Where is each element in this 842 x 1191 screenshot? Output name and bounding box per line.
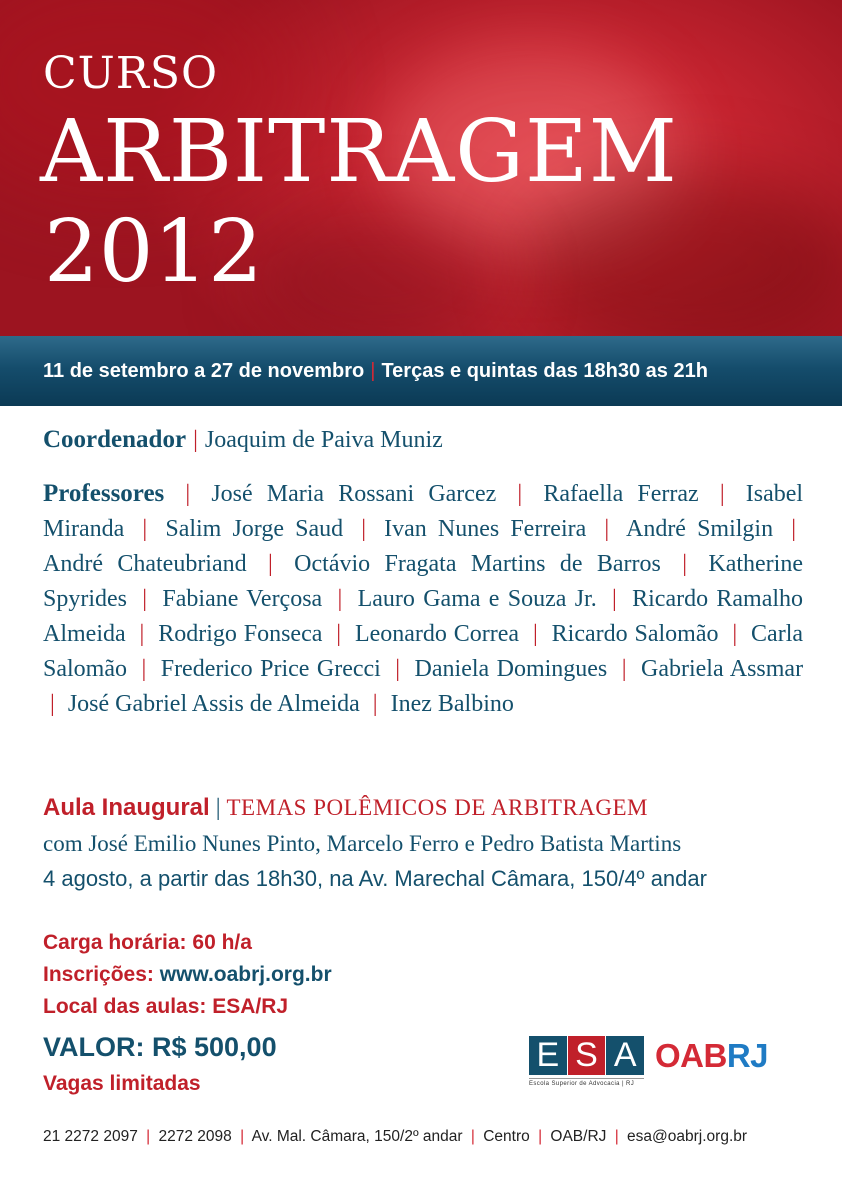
schedule-text	[43, 360, 708, 383]
separator-bar: |	[604, 516, 610, 542]
rj-logo-text: RJ	[726, 1037, 769, 1074]
course-info	[43, 927, 332, 1099]
separator-bar: |	[361, 516, 367, 542]
professor-name: Octávio Fragata Martins de Barros	[294, 551, 661, 577]
separator-bar: |	[50, 691, 55, 717]
footer-separator: |	[470, 1128, 475, 1145]
band-separator: |	[370, 359, 376, 382]
separator-bar: |	[612, 586, 617, 612]
separator-bar: |	[395, 656, 401, 682]
separator-bar: |	[372, 691, 378, 717]
professor-name: Ricardo Ramalho Almeida	[43, 586, 804, 647]
coordinator-name: Joaquim de Paiva Muniz	[204, 427, 443, 453]
professor-name: Gabriela Assmar	[641, 656, 804, 682]
esa-letter-s: S	[568, 1036, 606, 1075]
registration-link[interactable]: www.oabrj.org.br	[159, 963, 332, 986]
footer-separator: |	[240, 1128, 245, 1145]
separator-bar: |	[142, 516, 148, 542]
footer-item: Centro	[483, 1128, 530, 1145]
registration-label: Inscrições:	[43, 963, 154, 986]
course-year: 2012	[44, 202, 263, 302]
footer-separator: |	[146, 1128, 151, 1145]
footer-item: 21 2272 2097	[43, 1128, 138, 1145]
separator-bar: |	[682, 551, 688, 577]
seats-note: Vagas limitadas	[43, 1072, 201, 1095]
professor-name: Rafaella Ferraz	[543, 481, 699, 507]
separator-bar: |	[185, 481, 191, 507]
separator-bar: |	[193, 427, 198, 453]
hero-banner	[0, 0, 842, 336]
professor-name: Carla Salomão	[43, 621, 804, 682]
contact-footer	[43, 1128, 747, 1146]
esa-letter-a: A	[606, 1036, 644, 1075]
inaugural-heading	[43, 790, 813, 826]
location-value: ESA/RJ	[212, 995, 289, 1018]
separator-bar: |	[621, 656, 627, 682]
professor-name: José Maria Rossani Garcez	[211, 481, 497, 507]
professor-name: José Gabriel Assis de Almeida	[67, 691, 360, 717]
professor-name: Salim Jorge Saud	[165, 516, 344, 542]
inaugural-section	[43, 790, 813, 897]
workload-value: 60 h/a	[192, 931, 252, 954]
professor-name: André Chateubriand	[43, 551, 247, 577]
coordinator-line	[43, 422, 803, 458]
professors-list	[43, 476, 803, 722]
professor-name: André Smilgin	[625, 516, 774, 542]
footer-separator: |	[538, 1128, 543, 1145]
price: VALOR: R$ 500,00	[43, 1032, 277, 1062]
workload-row	[43, 927, 332, 959]
course-schedule: Terças e quintas das 18h30 as 21h	[381, 359, 708, 382]
professor-name: Fabiane Verçosa	[162, 586, 323, 612]
separator-bar: |	[141, 656, 147, 682]
footer-item: OAB/RJ	[550, 1128, 607, 1145]
professor-name: Rodrigo Fonseca	[158, 621, 323, 647]
separator-bar: |	[139, 621, 145, 647]
professor-name: Katherine Spyrides	[43, 551, 803, 612]
professor-name: Frederico Price Grecci	[160, 656, 381, 682]
professor-name: Ivan Nunes Ferreira	[384, 516, 587, 542]
inaugural-when: 4 agosto, a partir das 18h30, na Av. Marechal Câmara, 150/4º andar	[43, 866, 707, 891]
inaugural-theme: TEMAS POLÊMICOS DE ARBITRAGEM	[226, 795, 649, 820]
footer-separator: |	[614, 1128, 619, 1145]
separator-bar: |	[142, 586, 148, 612]
esa-letter-e: E	[529, 1036, 567, 1075]
workload-label: Carga horária:	[43, 931, 187, 954]
professors-label: Professores	[43, 480, 165, 507]
esa-logo	[529, 1036, 644, 1087]
professor-name: Inez Balbino	[390, 691, 514, 717]
footer-item: Av. Mal. Câmara, 150/2º andar	[251, 1128, 463, 1145]
location-label: Local das aulas:	[43, 995, 207, 1018]
esa-logo-mark	[529, 1036, 644, 1075]
professor-name: Isabel Miranda	[43, 481, 804, 542]
separator-bar: |	[268, 551, 273, 577]
inaugural-speakers: com José Emilio Nunes Pinto, Marcelo Ferro e Pedro Batista Martins	[43, 831, 682, 856]
professor-name: Lauro Gama e Souza Jr.	[357, 586, 597, 612]
coordinator-label: Coordenador	[43, 426, 187, 453]
inaugural-label: Aula Inaugural	[43, 794, 210, 821]
professor-name: Leonardo Correa	[354, 621, 520, 647]
oabrj-logo	[655, 1036, 768, 1076]
separator-bar: |	[215, 795, 221, 821]
course-title: ARBITRAGEM	[40, 102, 678, 202]
schedule-band	[0, 336, 842, 406]
separator-bar: |	[732, 621, 738, 647]
separator-bar: |	[532, 621, 538, 647]
professor-name: Daniela Domingues	[414, 656, 608, 682]
footer-item[interactable]: esa@oabrj.org.br	[627, 1128, 748, 1145]
separator-bar: |	[719, 481, 725, 507]
faculty-section	[43, 422, 803, 722]
separator-bar: |	[336, 621, 342, 647]
esa-caption: Escola Superior de Advocacia | RJ	[529, 1078, 644, 1087]
course-dates: 11 de setembro a 27 de novembro	[43, 359, 365, 382]
course-kicker: CURSO	[43, 48, 219, 99]
separator-bar: |	[791, 516, 797, 542]
registration-row	[43, 959, 332, 991]
separator-bar: |	[337, 586, 343, 612]
footer-item: 2272 2098	[158, 1128, 232, 1145]
professor-name: Ricardo Salomão	[551, 621, 719, 647]
separator-bar: |	[517, 481, 523, 507]
oab-logo-text: OAB	[655, 1037, 727, 1074]
location-row	[43, 991, 332, 1023]
